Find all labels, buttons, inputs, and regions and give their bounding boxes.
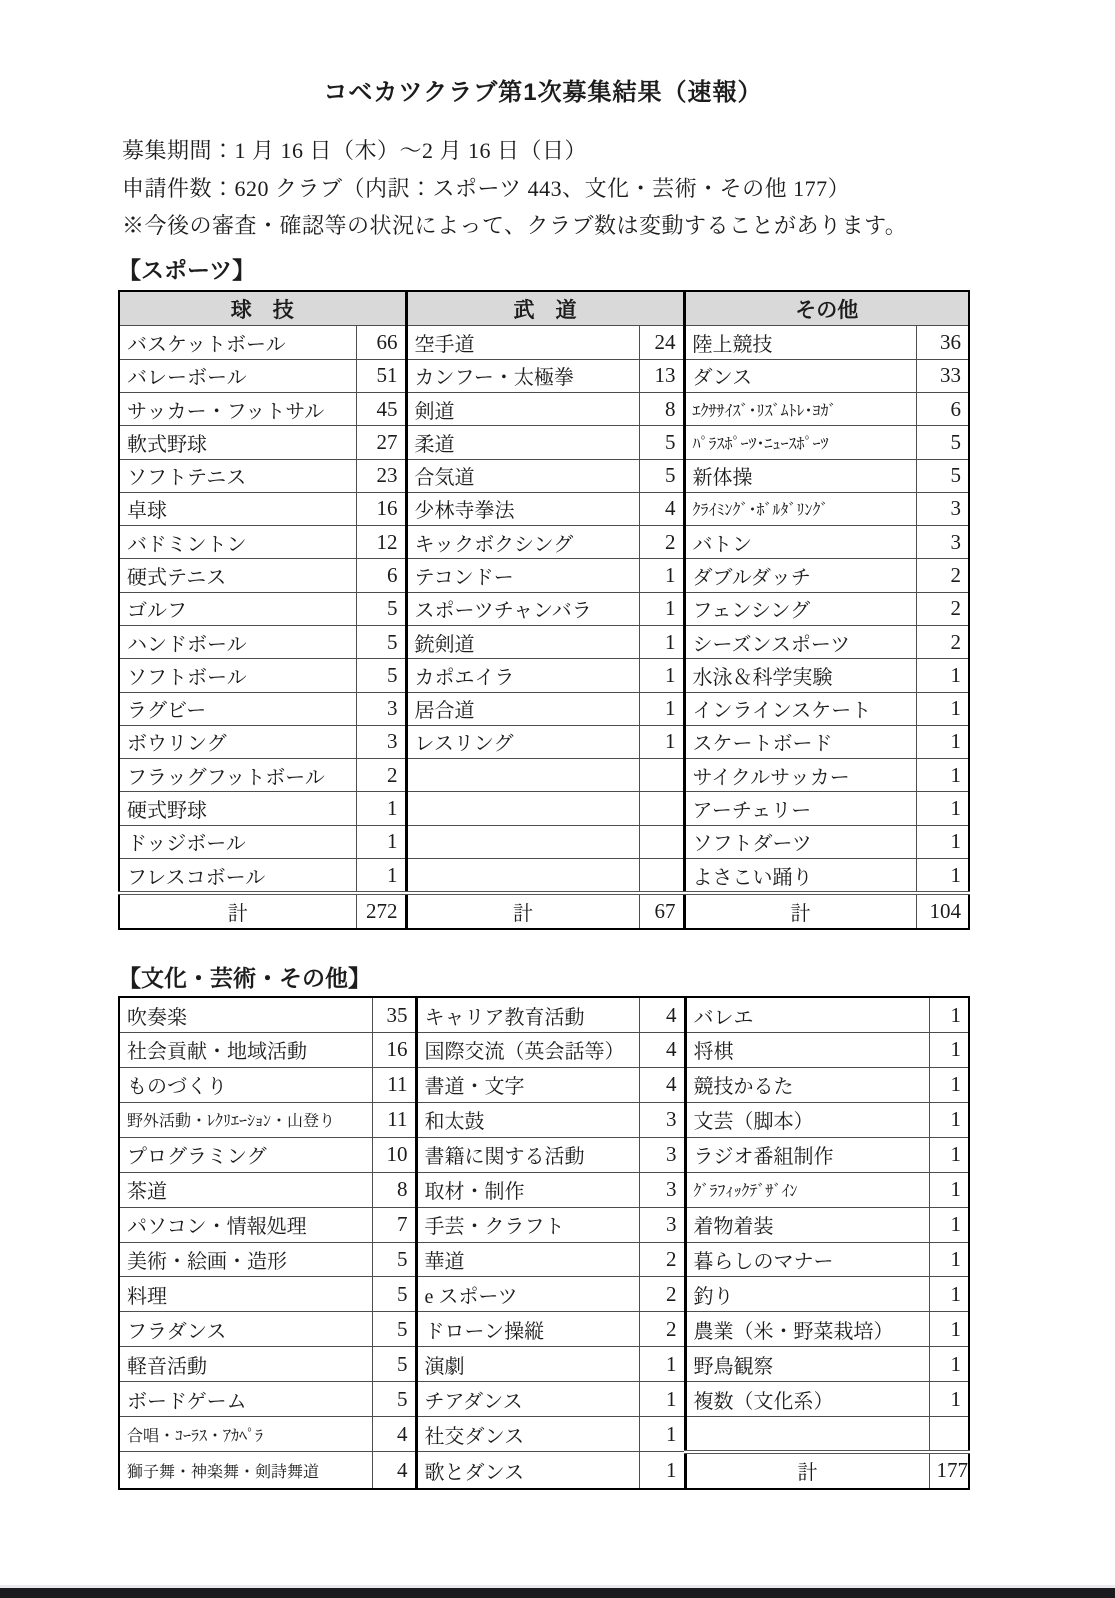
club-name-cell: 柔道 [406, 426, 639, 459]
club-count-cell: 1 [929, 1172, 969, 1207]
club-count-cell: 1 [356, 792, 406, 825]
club-count-cell: 16 [356, 492, 406, 525]
club-name-cell: フェンシング [684, 592, 916, 625]
club-count-cell: 3 [916, 492, 969, 525]
club-count-cell: 5 [372, 1382, 416, 1417]
club-count-cell: 4 [372, 1417, 416, 1452]
club-count-cell: 1 [929, 1102, 969, 1137]
club-name-cell: バドミントン [119, 526, 356, 559]
club-count-cell: 1 [916, 692, 969, 725]
table-row [119, 1207, 969, 1242]
club-name-cell: テコンドー [406, 559, 639, 592]
club-name-cell: 暮らしのマナー [685, 1242, 929, 1277]
table-row [119, 326, 969, 359]
club-name-cell: ドローン操縦 [416, 1312, 639, 1347]
club-count-cell: 1 [639, 659, 684, 692]
club-count-cell: 13 [639, 359, 684, 392]
club-name-cell: ｸﾗｲﾐﾝｸﾞ･ﾎﾞﾙﾀﾞﾘﾝｸﾞ [684, 492, 916, 525]
club-name-cell: 演劇 [416, 1347, 639, 1382]
club-name-cell: 新体操 [684, 459, 916, 492]
club-count-cell: 1 [639, 1452, 685, 1489]
club-name-cell: 釣り [685, 1277, 929, 1312]
club-count-cell: 3 [639, 1207, 685, 1242]
club-name-cell: チアダンス [416, 1382, 639, 1417]
club-name-cell: ゴルフ [119, 592, 356, 625]
section-label-sports: 【スポーツ】 [118, 257, 256, 283]
club-count-cell [639, 858, 684, 893]
club-name-cell: 文芸（脚本） [685, 1102, 929, 1137]
club-count-cell: 1 [639, 625, 684, 658]
table-row [119, 1417, 969, 1452]
table-row [119, 1033, 969, 1068]
total-value-cell: 104 [916, 893, 969, 929]
club-count-cell: 1 [916, 659, 969, 692]
club-name-cell: 野外活動・ﾚｸﾘｴｰｼｮﾝ・山登り [119, 1102, 372, 1137]
club-count-cell: 6 [916, 393, 969, 426]
club-count-cell: 4 [639, 1033, 685, 1068]
sports-table [118, 290, 970, 930]
club-count-cell [639, 759, 684, 792]
club-count-cell: 23 [356, 459, 406, 492]
table-row [119, 725, 969, 758]
club-count-cell: 4 [639, 1067, 685, 1102]
club-count-cell: 1 [929, 1312, 969, 1347]
club-count-cell: 4 [639, 492, 684, 525]
column-header: 武 道 [406, 291, 684, 326]
club-count-cell: 7 [372, 1207, 416, 1242]
club-name-cell: 吹奏楽 [119, 997, 372, 1033]
club-name-cell: 野鳥観察 [685, 1347, 929, 1382]
table-row [119, 1172, 969, 1207]
club-name-cell: ラジオ番組制作 [685, 1137, 929, 1172]
club-count-cell [639, 792, 684, 825]
club-count-cell: 5 [639, 426, 684, 459]
club-name-cell: スケートボード [684, 725, 916, 758]
table-row [119, 759, 969, 792]
club-name-cell [406, 792, 639, 825]
club-count-cell: 5 [372, 1347, 416, 1382]
club-name-cell: ｴｸｻｻｲｽﾞ･ﾘｽﾞﾑﾄﾚ･ﾖｶﾞ [684, 393, 916, 426]
club-name-cell: ｸﾞﾗﾌｨｯｸﾃﾞｻﾞｲﾝ [685, 1172, 929, 1207]
club-name-cell: 歌とダンス [416, 1452, 639, 1489]
table-row [119, 659, 969, 692]
club-count-cell: 4 [372, 1452, 416, 1489]
club-name-cell: 剣道 [406, 393, 639, 426]
club-count-cell: 5 [372, 1277, 416, 1312]
club-name-cell: フラダンス [119, 1312, 372, 1347]
club-count-cell: 1 [929, 1033, 969, 1068]
club-name-cell: カポエイラ [406, 659, 639, 692]
club-name-cell: 国際交流（英会話等） [416, 1033, 639, 1068]
club-count-cell: 45 [356, 393, 406, 426]
club-count-cell: 36 [916, 326, 969, 359]
column-header: 球 技 [119, 291, 406, 326]
club-count-cell: 1 [929, 1137, 969, 1172]
club-count-cell: 5 [372, 1312, 416, 1347]
club-name-cell: ボウリング [119, 725, 356, 758]
club-name-cell: 料理 [119, 1277, 372, 1312]
total-label-cell: 計 [684, 893, 916, 929]
club-name-cell: 着物着装 [685, 1207, 929, 1242]
club-count-cell: 5 [639, 459, 684, 492]
club-count-cell: 3 [916, 526, 969, 559]
club-count-cell: 33 [916, 359, 969, 392]
table-row [119, 459, 969, 492]
club-count-cell: 2 [639, 1312, 685, 1347]
club-count-cell: 8 [372, 1172, 416, 1207]
table-row [119, 1347, 969, 1382]
club-count-cell: 2 [916, 592, 969, 625]
table-row [119, 1102, 969, 1137]
table-row [119, 492, 969, 525]
club-name-cell: 書籍に関する活動 [416, 1137, 639, 1172]
club-count-cell: 1 [916, 759, 969, 792]
total-value-cell: 67 [639, 893, 684, 929]
club-count-cell: 3 [356, 725, 406, 758]
club-count-cell: 1 [929, 1277, 969, 1312]
club-name-cell: バレエ [685, 997, 929, 1033]
total-value-cell: 272 [356, 893, 406, 929]
total-label-cell: 計 [685, 1452, 929, 1489]
club-count-cell: 3 [639, 1102, 685, 1137]
club-count-cell: 35 [372, 997, 416, 1033]
club-count-cell: 2 [916, 625, 969, 658]
club-name-cell: 和太鼓 [416, 1102, 639, 1137]
club-count-cell: 1 [929, 1347, 969, 1382]
club-name-cell: レスリング [406, 725, 639, 758]
club-name-cell [406, 759, 639, 792]
club-name-cell: カンフー・太極拳 [406, 359, 639, 392]
table-row [119, 1067, 969, 1102]
club-count-cell: 1 [639, 1417, 685, 1452]
club-count-cell: 1 [639, 1347, 685, 1382]
club-name-cell: バレーボール [119, 359, 356, 392]
club-name-cell: ダンス [684, 359, 916, 392]
club-name-cell: 手芸・クラフト [416, 1207, 639, 1242]
club-name-cell: 複数（文化系） [685, 1382, 929, 1417]
club-name-cell: 合気道 [406, 459, 639, 492]
club-name-cell: フラッグフットボール [119, 759, 356, 792]
club-name-cell: パソコン・情報処理 [119, 1207, 372, 1242]
club-name-cell: 少林寺拳法 [406, 492, 639, 525]
club-count-cell: 1 [916, 792, 969, 825]
club-count-cell: 5 [356, 659, 406, 692]
club-name-cell: アーチェリー [684, 792, 916, 825]
club-name-cell: ものづくり [119, 1067, 372, 1102]
club-name-cell: サイクルサッカー [684, 759, 916, 792]
club-name-cell: 美術・絵画・造形 [119, 1242, 372, 1277]
club-name-cell: サッカー・フットサル [119, 393, 356, 426]
club-name-cell: フレスコボール [119, 858, 356, 893]
club-name-cell: 将棋 [685, 1033, 929, 1068]
club-count-cell: 1 [916, 858, 969, 893]
table-row [119, 825, 969, 858]
club-count-cell: 1 [356, 825, 406, 858]
club-name-cell: e スポーツ [416, 1277, 639, 1312]
club-count-cell: 5 [916, 426, 969, 459]
club-name-cell: 社交ダンス [416, 1417, 639, 1452]
club-count-cell [929, 1417, 969, 1452]
club-count-cell: 6 [356, 559, 406, 592]
table-row [119, 1277, 969, 1312]
table-row [119, 426, 969, 459]
info-block [122, 132, 982, 245]
club-name-cell: ボードゲーム [119, 1382, 372, 1417]
table-row [119, 692, 969, 725]
club-count-cell: 1 [916, 825, 969, 858]
club-name-cell: 陸上競技 [684, 326, 916, 359]
club-name-cell [685, 1417, 929, 1452]
club-count-cell: 5 [356, 592, 406, 625]
club-count-cell: 1 [639, 725, 684, 758]
club-count-cell: 5 [356, 625, 406, 658]
club-name-cell: 取材・制作 [416, 1172, 639, 1207]
club-name-cell [406, 825, 639, 858]
club-count-cell: 5 [372, 1242, 416, 1277]
club-count-cell: 4 [639, 997, 685, 1033]
club-count-cell: 2 [639, 526, 684, 559]
club-name-cell: 空手道 [406, 326, 639, 359]
club-count-cell: 1 [639, 1382, 685, 1417]
club-name-cell: 水泳＆科学実験 [684, 659, 916, 692]
club-name-cell: ダブルダッチ [684, 559, 916, 592]
club-count-cell: 8 [639, 393, 684, 426]
info-line-note: ※今後の審査・確認等の状況によって、クラブ数は変動することがあります。 [122, 213, 908, 238]
club-name-cell [406, 858, 639, 893]
header-row [119, 291, 969, 326]
club-name-cell: ハンドボール [119, 625, 356, 658]
table-row [119, 1242, 969, 1277]
club-name-cell: 銃剣道 [406, 625, 639, 658]
table-row [119, 1452, 969, 1489]
club-count-cell: 2 [356, 759, 406, 792]
club-name-cell: 茶道 [119, 1172, 372, 1207]
table-row [119, 625, 969, 658]
info-line-application-count: 申請件数：620 クラブ（内訳：スポーツ 443、文化・芸術・その他 177） [122, 175, 851, 201]
info-line-recruitment-period: 募集期間：1 月 16 日（木）～2 月 16 日（日） [122, 138, 588, 163]
club-count-cell: 16 [372, 1033, 416, 1068]
table-row [119, 792, 969, 825]
club-count-cell: 1 [639, 592, 684, 625]
total-value-cell: 177 [929, 1452, 969, 1489]
club-name-cell: 競技かるた [685, 1067, 929, 1102]
club-name-cell: ソフトボール [119, 659, 356, 692]
club-name-cell: 硬式テニス [119, 559, 356, 592]
club-name-cell: 書道・文字 [416, 1067, 639, 1102]
club-count-cell [639, 825, 684, 858]
club-count-cell: 3 [639, 1137, 685, 1172]
club-name-cell: よさこい踊り [684, 858, 916, 893]
club-count-cell: 11 [372, 1067, 416, 1102]
table-row [119, 997, 969, 1033]
club-name-cell: プログラミング [119, 1137, 372, 1172]
club-name-cell: 合唱・ｺｰﾗｽ・ｱｶﾍﾟﾗ [119, 1417, 372, 1452]
club-count-cell: 2 [916, 559, 969, 592]
club-count-cell: 1 [916, 725, 969, 758]
club-count-cell: 12 [356, 526, 406, 559]
club-count-cell: 1 [929, 1242, 969, 1277]
table-row [119, 559, 969, 592]
table-row [119, 359, 969, 392]
club-count-cell: 66 [356, 326, 406, 359]
club-count-cell: 27 [356, 426, 406, 459]
culture-table [118, 996, 970, 1490]
total-label-cell: 計 [406, 893, 639, 929]
table-row [119, 592, 969, 625]
club-count-cell: 1 [356, 858, 406, 893]
club-count-cell: 24 [639, 326, 684, 359]
club-count-cell: 1 [639, 559, 684, 592]
table-row [119, 1382, 969, 1417]
club-name-cell: 卓球 [119, 492, 356, 525]
club-count-cell: 1 [639, 692, 684, 725]
table-row [119, 858, 969, 893]
club-name-cell: インラインスケート [684, 692, 916, 725]
club-name-cell: キャリア教育活動 [416, 997, 639, 1033]
club-name-cell: ソフトダーツ [684, 825, 916, 858]
section-label-culture: 【文化・芸術・その他】 [118, 965, 371, 991]
column-header: その他 [684, 291, 969, 326]
total-row [119, 893, 969, 929]
club-name-cell: キックボクシング [406, 526, 639, 559]
club-name-cell: 軟式野球 [119, 426, 356, 459]
club-name-cell: 軽音活動 [119, 1347, 372, 1382]
club-count-cell: 11 [372, 1102, 416, 1137]
bottom-dark-bar [0, 1588, 1115, 1598]
club-count-cell: 2 [639, 1242, 685, 1277]
club-count-cell: 2 [639, 1277, 685, 1312]
club-name-cell: 華道 [416, 1242, 639, 1277]
club-count-cell: 1 [929, 1207, 969, 1242]
club-name-cell: スポーツチャンバラ [406, 592, 639, 625]
table-row [119, 393, 969, 426]
club-count-cell: 1 [929, 997, 969, 1033]
club-name-cell: 居合道 [406, 692, 639, 725]
club-name-cell: 獅子舞・神楽舞・剣詩舞道 [119, 1452, 372, 1489]
club-count-cell: 51 [356, 359, 406, 392]
table-row [119, 1137, 969, 1172]
club-count-cell: 10 [372, 1137, 416, 1172]
club-count-cell: 1 [929, 1067, 969, 1102]
club-name-cell: バトン [684, 526, 916, 559]
document-title: コベカツクラブ第1次募集結果（速報） [323, 79, 763, 106]
total-label-cell: 計 [119, 893, 356, 929]
club-name-cell: ドッジボール [119, 825, 356, 858]
club-name-cell: バスケットボール [119, 326, 356, 359]
table-row [119, 1312, 969, 1347]
club-name-cell: ラグビー [119, 692, 356, 725]
club-name-cell: ソフトテニス [119, 459, 356, 492]
club-count-cell: 5 [916, 459, 969, 492]
table-row [119, 526, 969, 559]
club-count-cell: 1 [929, 1382, 969, 1417]
club-count-cell: 3 [639, 1172, 685, 1207]
club-name-cell: 農業（米・野菜栽培） [685, 1312, 929, 1347]
club-name-cell: 硬式野球 [119, 792, 356, 825]
club-name-cell: 社会貢献・地域活動 [119, 1033, 372, 1068]
club-count-cell: 3 [356, 692, 406, 725]
club-name-cell: ﾊﾟﾗｽﾎﾟｰﾂ･ﾆｭｰｽﾎﾟｰﾂ [684, 426, 916, 459]
club-name-cell: シーズンスポーツ [684, 625, 916, 658]
